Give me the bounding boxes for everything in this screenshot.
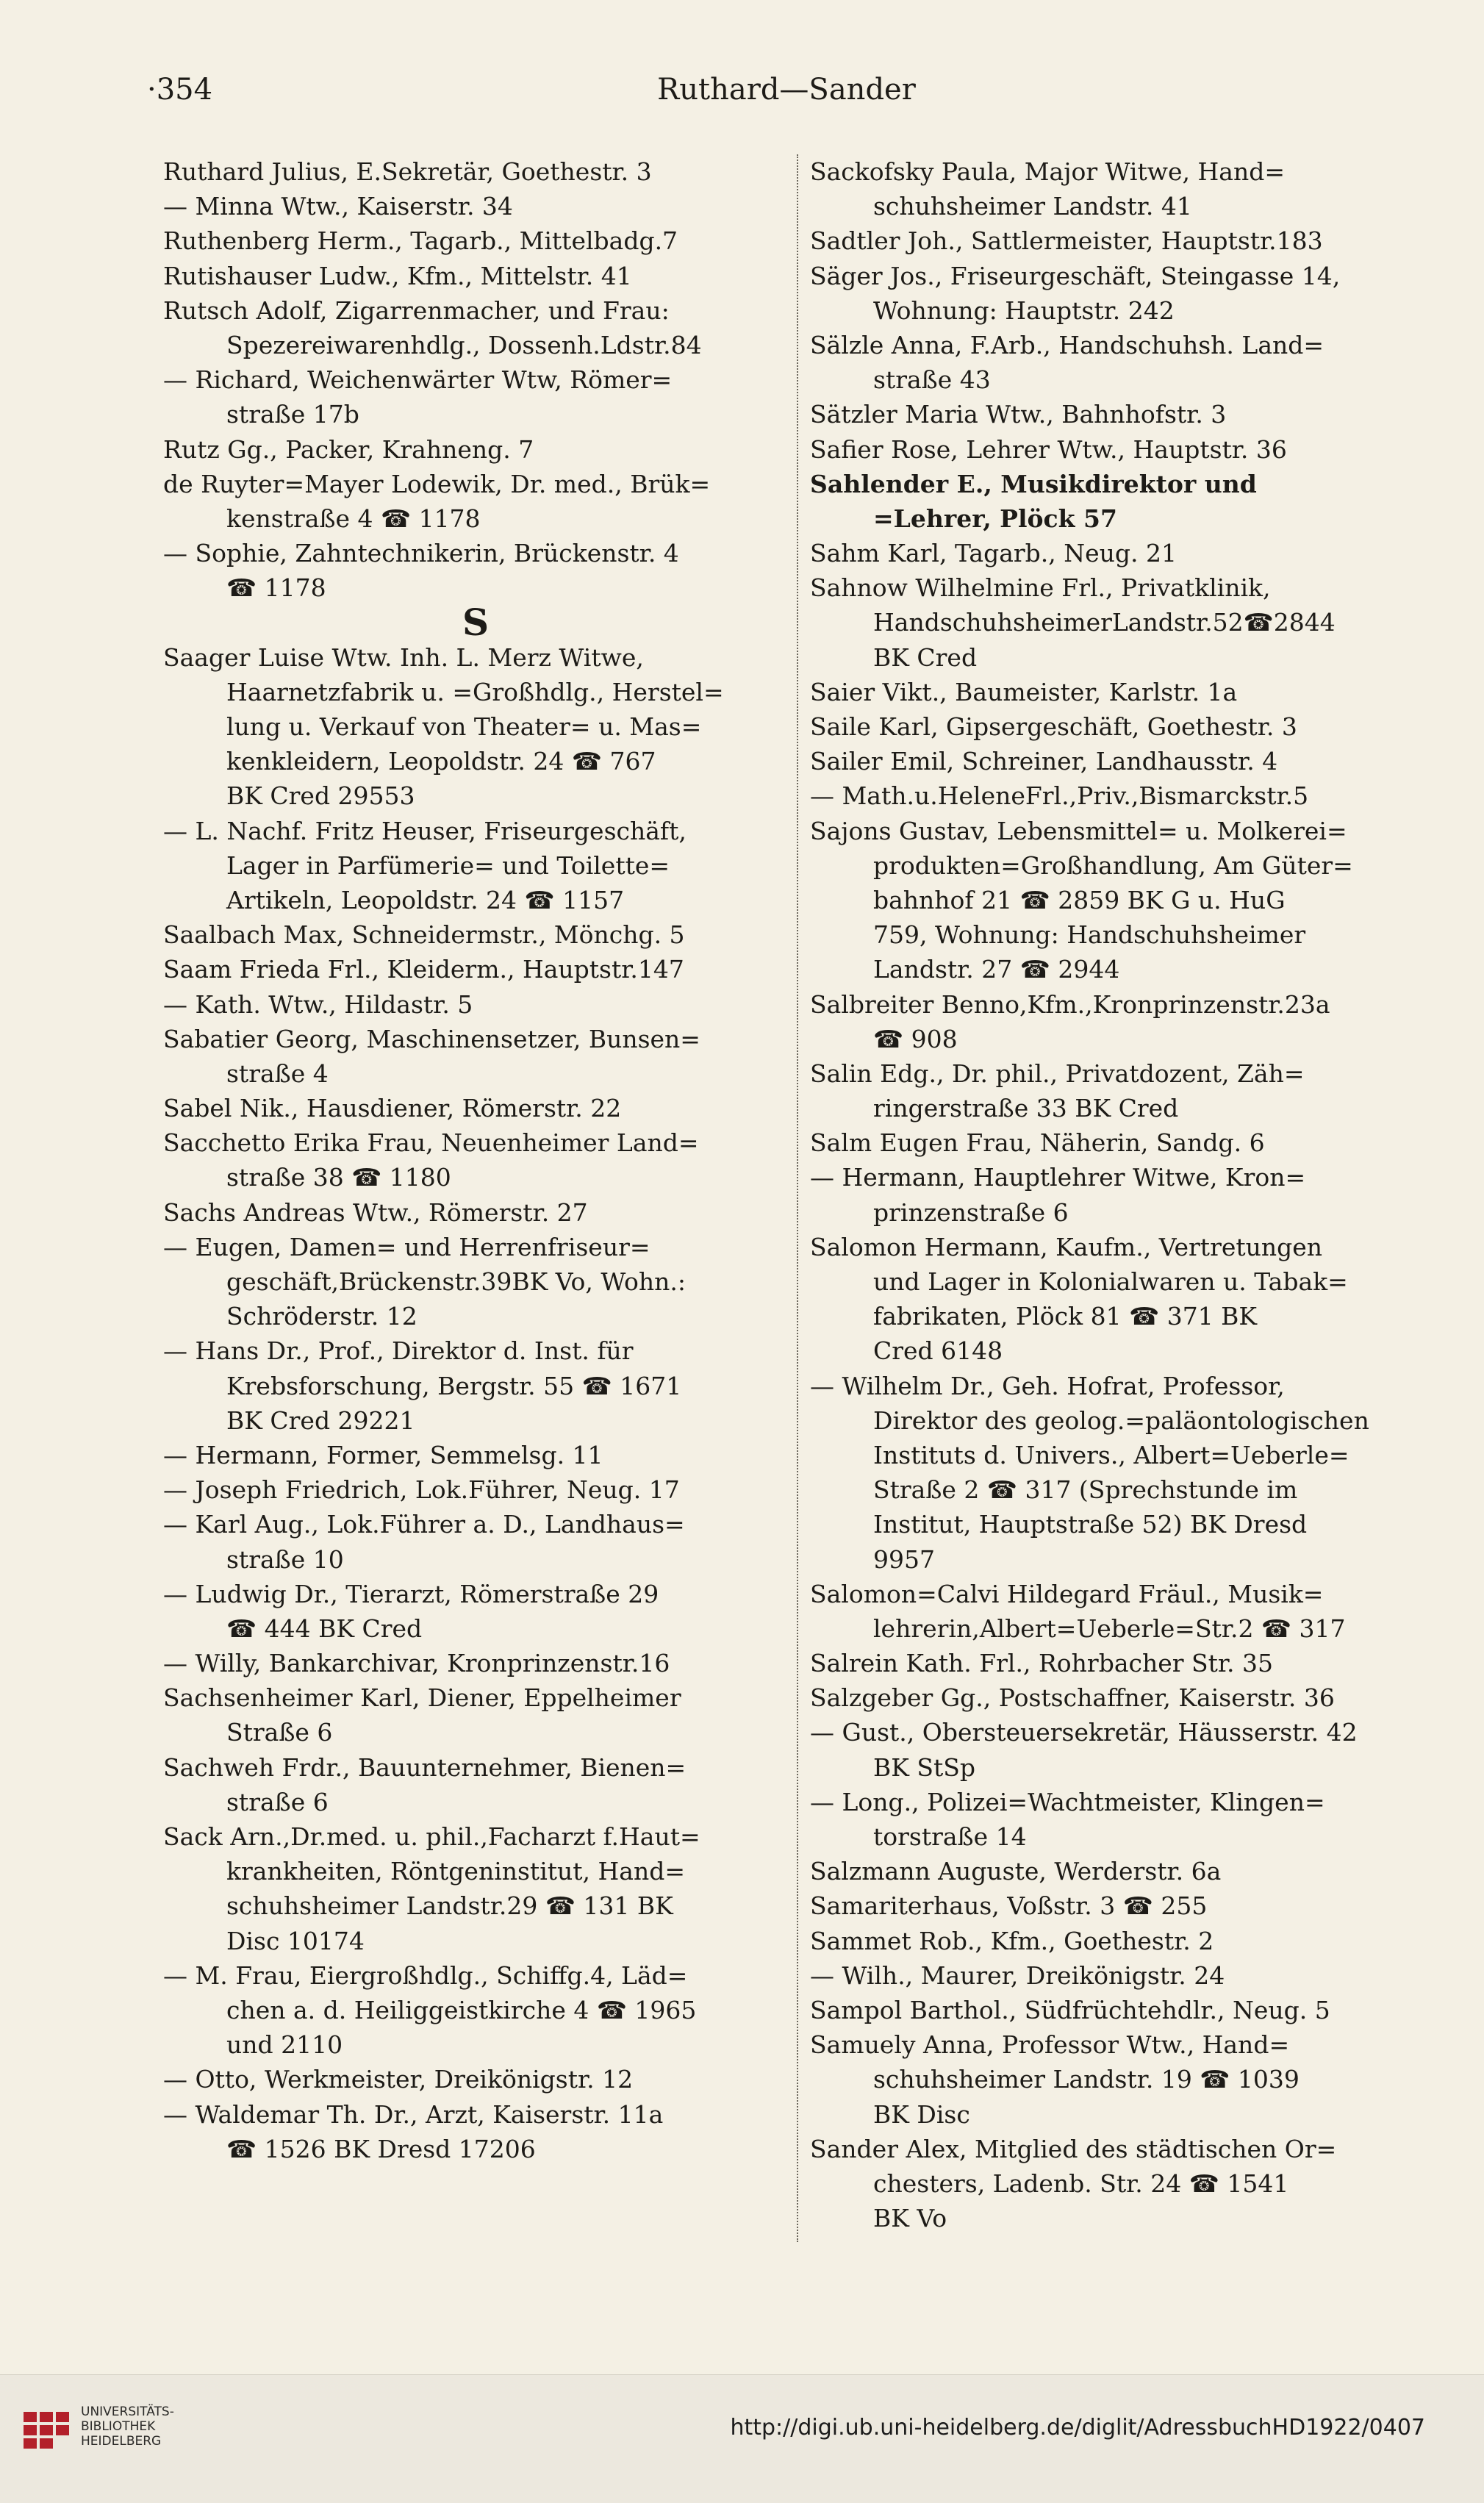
directory-entry-line: straße 17b (226, 400, 359, 429)
directory-entry-line: — Richard, Weichenwärter Wtw, Römer= (163, 365, 673, 395)
directory-entry-line: 9957 (873, 1544, 935, 1574)
directory-entry-line: Sacchetto Erika Frau, Neuenheimer Land= (163, 1128, 699, 1158)
library-name-line: BIBLIOTHEK (81, 2419, 156, 2434)
directory-entry-line: — Minna Wtw., Kaiserstr. 34 (163, 192, 513, 221)
directory-entry-line: produkten=Großhandlung, Am Güter= (873, 851, 1353, 880)
directory-entry-line: torstraße 14 (873, 1822, 1027, 1851)
library-name-line: HEIDELBERG (81, 2434, 162, 2449)
footer (0, 2374, 1484, 2503)
directory-entry-line: Instituts d. Univers., Albert=Ueberle= (873, 1440, 1349, 1469)
directory-entry-line: chesters, Ladenb. Str. 24 ☎ 1541 (873, 2169, 1289, 2198)
directory-entry-line: Schröderstr. 12 (226, 1302, 417, 1331)
directory-entry-line: — Math.u.HeleneFrl.,Priv.,Bismarckstr.5 (810, 781, 1309, 811)
directory-entry-line: fabrikaten, Plöck 81 ☎ 371 BK (873, 1302, 1258, 1331)
directory-entry-line: Wohnung: Hauptstr. 242 (873, 296, 1175, 325)
directory-entry-line: kenstraße 4 ☎ 1178 (226, 504, 481, 533)
directory-entry-line: BK StSp (873, 1752, 975, 1782)
directory-entry-line: — Karl Aug., Lok.Führer a. D., Landhaus= (163, 1510, 685, 1539)
directory-entry-line: straße 43 (873, 365, 991, 395)
directory-entry-line: ringerstraße 33 BK Cred (873, 1094, 1179, 1123)
directory-entry-line: lehrerin,Albert=Ueberle=Str.2 ☎ 317 (873, 1614, 1346, 1643)
directory-entry-line: straße 6 (226, 1787, 329, 1816)
directory-entry-line: — Hermann, Former, Semmelsg. 11 (163, 1440, 603, 1469)
directory-entry-line: — Waldemar Th. Dr., Arzt, Kaiserstr. 11a (163, 2099, 664, 2129)
column-divider (797, 154, 798, 2242)
directory-entry-line: Sabatier Georg, Maschinensetzer, Bunsen= (163, 1024, 700, 1053)
directory-entry-line: lung u. Verkauf von Theater= u. Mas= (226, 712, 702, 741)
directory-entry-line: HandschuhsheimerLandstr.52☎2844 (873, 608, 1336, 637)
directory-entry-line: Ruthard Julius, E.Sekretär, Goethestr. 3 (163, 157, 652, 186)
directory-entry-line: 759, Wohnung: Handschuhsheimer (873, 920, 1306, 950)
directory-entry-line: chen a. d. Heiliggeistkirche 4 ☎ 1965 (226, 1995, 697, 2024)
directory-entry-line: Sack Arn.,Dr.med. u. phil.,Facharzt f.Haut= (163, 1822, 700, 1851)
directory-entry-line: — L. Nachf. Fritz Heuser, Friseurgeschäft, (163, 816, 687, 845)
directory-entry-line: Artikeln, Leopoldstr. 24 ☎ 1157 (226, 885, 625, 914)
directory-entry-line: — Kath. Wtw., Hildastr. 5 (163, 989, 473, 1019)
directory-entry-line: ☎ 1178 (226, 573, 326, 603)
library-name (81, 2404, 174, 2449)
directory-entry-line: Salm Eugen Frau, Näherin, Sandg. 6 (810, 1128, 1265, 1158)
directory-entry-line: Rutishauser Ludw., Kfm., Mittelstr. 41 (163, 261, 632, 290)
directory-entry-line: Sahlender E., Musikdirektor und (810, 469, 1257, 498)
directory-entry-line: Salin Edg., Dr. phil., Privatdozent, Zäh= (810, 1059, 1305, 1088)
directory-entry-line: schuhsheimer Landstr. 41 (873, 192, 1192, 221)
directory-entry-line: Sammet Rob., Kfm., Goethestr. 2 (810, 1926, 1214, 1955)
directory-entry-line: Salbreiter Benno,Kfm.,Kronprinzenstr.23a (810, 989, 1330, 1019)
directory-entry-line: Samariterhaus, Voßstr. 3 ☎ 255 (810, 1891, 1208, 1921)
directory-entry-line: Landstr. 27 ☎ 2944 (873, 955, 1120, 984)
directory-entry-line: Salzmann Auguste, Werderstr. 6a (810, 1857, 1222, 1886)
directory-entry-line: Sälzle Anna, F.Arb., Handschuhsh. Land= (810, 330, 1325, 359)
directory-entry-line: Sadtler Joh., Sattlermeister, Hauptstr.183 (810, 226, 1323, 256)
directory-entry-line: und 2110 (226, 2030, 343, 2060)
directory-entry-line: krankheiten, Röntgeninstitut, Hand= (226, 1857, 685, 1886)
directory-entry-line: Cred 6148 (873, 1336, 1003, 1366)
directory-entry-line: — Ludwig Dr., Tierarzt, Römerstraße 29 (163, 1579, 659, 1608)
directory-entry-line: Salzgeber Gg., Postschaffner, Kaiserstr. 36 (810, 1683, 1335, 1713)
section-letter: S (462, 605, 490, 640)
directory-entry-line: Disc 10174 (226, 1926, 365, 1955)
directory-entry-line: Salomon=Calvi Hildegard Fräul., Musik= (810, 1579, 1324, 1608)
page-header (147, 68, 1426, 112)
directory-entry-line: kenkleidern, Leopoldstr. 24 ☎ 767 (226, 747, 656, 776)
directory-entry-line: Saager Luise Wtw. Inh. L. Merz Witwe, (163, 642, 644, 672)
directory-entry-line: Institut, Hauptstraße 52) BK Dresd (873, 1510, 1308, 1539)
directory-entry-line: Straße 2 ☎ 317 (Sprechstunde im (873, 1475, 1298, 1505)
directory-entry-line: Haarnetzfabrik u. =Großhdlg., Herstel= (226, 677, 724, 706)
directory-entry-line: — Hans Dr., Prof., Direktor d. Inst. für (163, 1336, 634, 1366)
directory-entry-line: Sahm Karl, Tagarb., Neug. 21 (810, 539, 1177, 568)
directory-entry-line: Sätzler Maria Wtw., Bahnhofstr. 3 (810, 400, 1227, 429)
directory-entry-line: de Ruyter=Mayer Lodewik, Dr. med., Brük= (163, 469, 711, 498)
directory-entry-line: Straße 6 (226, 1718, 333, 1747)
directory-entry-line: — Joseph Friedrich, Lok.Führer, Neug. 17 (163, 1475, 680, 1505)
directory-entry-line: Krebsforschung, Bergstr. 55 ☎ 1671 (226, 1371, 682, 1400)
directory-entry-line: Saalbach Max, Schneidermstr., Mönchg. 5 (163, 920, 685, 950)
directory-entry-line: Salrein Kath. Frl., Rohrbacher Str. 35 (810, 1649, 1274, 1678)
directory-entry-line: bahnhof 21 ☎ 2859 BK G u. HuG (873, 885, 1286, 914)
directory-entry-line: — Sophie, Zahntechnikerin, Brückenstr. 4 (163, 539, 679, 568)
directory-entry-line: Rutsch Adolf, Zigarrenmacher, und Frau: (163, 296, 670, 325)
directory-entry-line: Safier Rose, Lehrer Wtw., Hauptstr. 36 (810, 434, 1287, 464)
directory-entry-line: schuhsheimer Landstr. 19 ☎ 1039 (873, 2065, 1300, 2094)
directory-entry-line: Direktor des geolog.=paläontologischen (873, 1406, 1369, 1435)
directory-entry-line: — Otto, Werkmeister, Dreikönigstr. 12 (163, 2065, 634, 2094)
left-column (163, 154, 788, 2166)
library-name-line: UNIVERSITÄTS- (81, 2404, 174, 2419)
directory-entry-line: straße 4 (226, 1059, 329, 1088)
directory-entry-line: — Eugen, Damen= und Herrenfriseur= (163, 1232, 650, 1261)
directory-entry-line: Sampol Barthol., Südfrüchtehdlr., Neug. 5 (810, 1995, 1330, 2024)
directory-entry-line: Saier Vikt., Baumeister, Karlstr. 1a (810, 677, 1238, 706)
page-number: ·354 (147, 73, 213, 107)
directory-entry-line: — Wilh., Maurer, Dreikönigstr. 24 (810, 1960, 1225, 1990)
directory-entry-line: Sajons Gustav, Lebensmittel= u. Molkerei= (810, 816, 1347, 845)
directory-entry-line: Saile Karl, Gipsergeschäft, Goethestr. 3 (810, 712, 1297, 741)
directory-entry-line: straße 10 (226, 1544, 344, 1574)
directory-entry-line: Sachs Andreas Wtw., Römerstr. 27 (163, 1197, 588, 1227)
directory-entry-line: — M. Frau, Eiergroßhdlg., Schiffg.4, Läd= (163, 1960, 688, 1990)
directory-entry-line: straße 38 ☎ 1180 (226, 1163, 451, 1192)
directory-entry-line: — Hermann, Hauptlehrer Witwe, Kron= (810, 1163, 1306, 1192)
directory-entry-line: =Lehrer, Plöck 57 (873, 504, 1117, 533)
directory-entry-line: Spezereiwarenhdlg., Dossenh.Ldstr.84 (226, 330, 702, 359)
directory-entry-line: geschäft,Brückenstr.39BK Vo, Wohn.: (226, 1267, 687, 1296)
directory-entry-line: Sackofsky Paula, Major Witwe, Hand= (810, 157, 1285, 186)
directory-entry-line: Sander Alex, Mitglied des städtischen Or= (810, 2134, 1337, 2163)
directory-entry-line: Sailer Emil, Schreiner, Landhausstr. 4 (810, 747, 1278, 776)
directory-entry-line: Sahnow Wilhelmine Frl., Privatklinik, (810, 573, 1271, 603)
directory-entry-line: prinzenstraße 6 (873, 1197, 1069, 1227)
directory-entry-line: ☎ 908 (873, 1024, 958, 1053)
directory-entry-line: BK Cred 29553 (226, 781, 415, 811)
source-url-link[interactable]: http://digi.ub.uni-heidelberg.de/diglit/AdressbuchHD1922/0407 (730, 2415, 1425, 2441)
directory-entry-line: BK Vo (873, 2204, 947, 2233)
directory-entry-line: schuhsheimer Landstr.29 ☎ 131 BK (226, 1891, 673, 1921)
directory-entry-line: BK Cred (873, 642, 978, 672)
directory-entry-line: BK Disc (873, 2099, 970, 2129)
directory-entry-line: — Gust., Obersteuersekretär, Häusserstr. 42 (810, 1718, 1358, 1747)
directory-entry-line: Ruthenberg Herm., Tagarb., Mittelbadg.7 (163, 226, 678, 256)
directory-entry-line: Säger Jos., Friseurgeschäft, Steingasse 14, (810, 261, 1341, 290)
directory-entry-line: — Wilhelm Dr., Geh. Hofrat, Professor, (810, 1371, 1285, 1400)
directory-entry-line: BK Cred 29221 (226, 1406, 415, 1435)
directory-entry-line: Lager in Parfümerie= und Toilette= (226, 851, 670, 880)
directory-entry-line: Rutz Gg., Packer, Krahneng. 7 (163, 434, 534, 464)
running-head: Ruthard—Sander (657, 73, 916, 107)
directory-entry-line: Sabel Nik., Hausdiener, Römerstr. 22 (163, 1094, 622, 1123)
directory-entry-line: Samuely Anna, Professor Wtw., Hand= (810, 2030, 1290, 2060)
directory-entry-line: ☎ 444 BK Cred (226, 1614, 423, 1643)
directory-entry-line: ☎ 1526 BK Dresd 17206 (226, 2134, 536, 2163)
directory-entry-line: — Willy, Bankarchivar, Kronprinzenstr.16 (163, 1649, 670, 1678)
directory-entry-line: und Lager in Kolonialwaren u. Tabak= (873, 1267, 1348, 1296)
directory-entry-line: Sachweh Frdr., Bauunternehmer, Bienen= (163, 1752, 687, 1782)
directory-entry-line: Sachsenheimer Karl, Diener, Eppelheimer (163, 1683, 681, 1713)
directory-entry-line: — Long., Polizei=Wachtmeister, Klingen= (810, 1787, 1325, 1816)
directory-entry-line: Saam Frieda Frl., Kleiderm., Hauptstr.147 (163, 955, 684, 984)
right-column (810, 154, 1435, 2235)
directory-entry-line: Salomon Hermann, Kaufm., Vertretungen (810, 1232, 1323, 1261)
library-logo-icon (21, 2404, 72, 2456)
